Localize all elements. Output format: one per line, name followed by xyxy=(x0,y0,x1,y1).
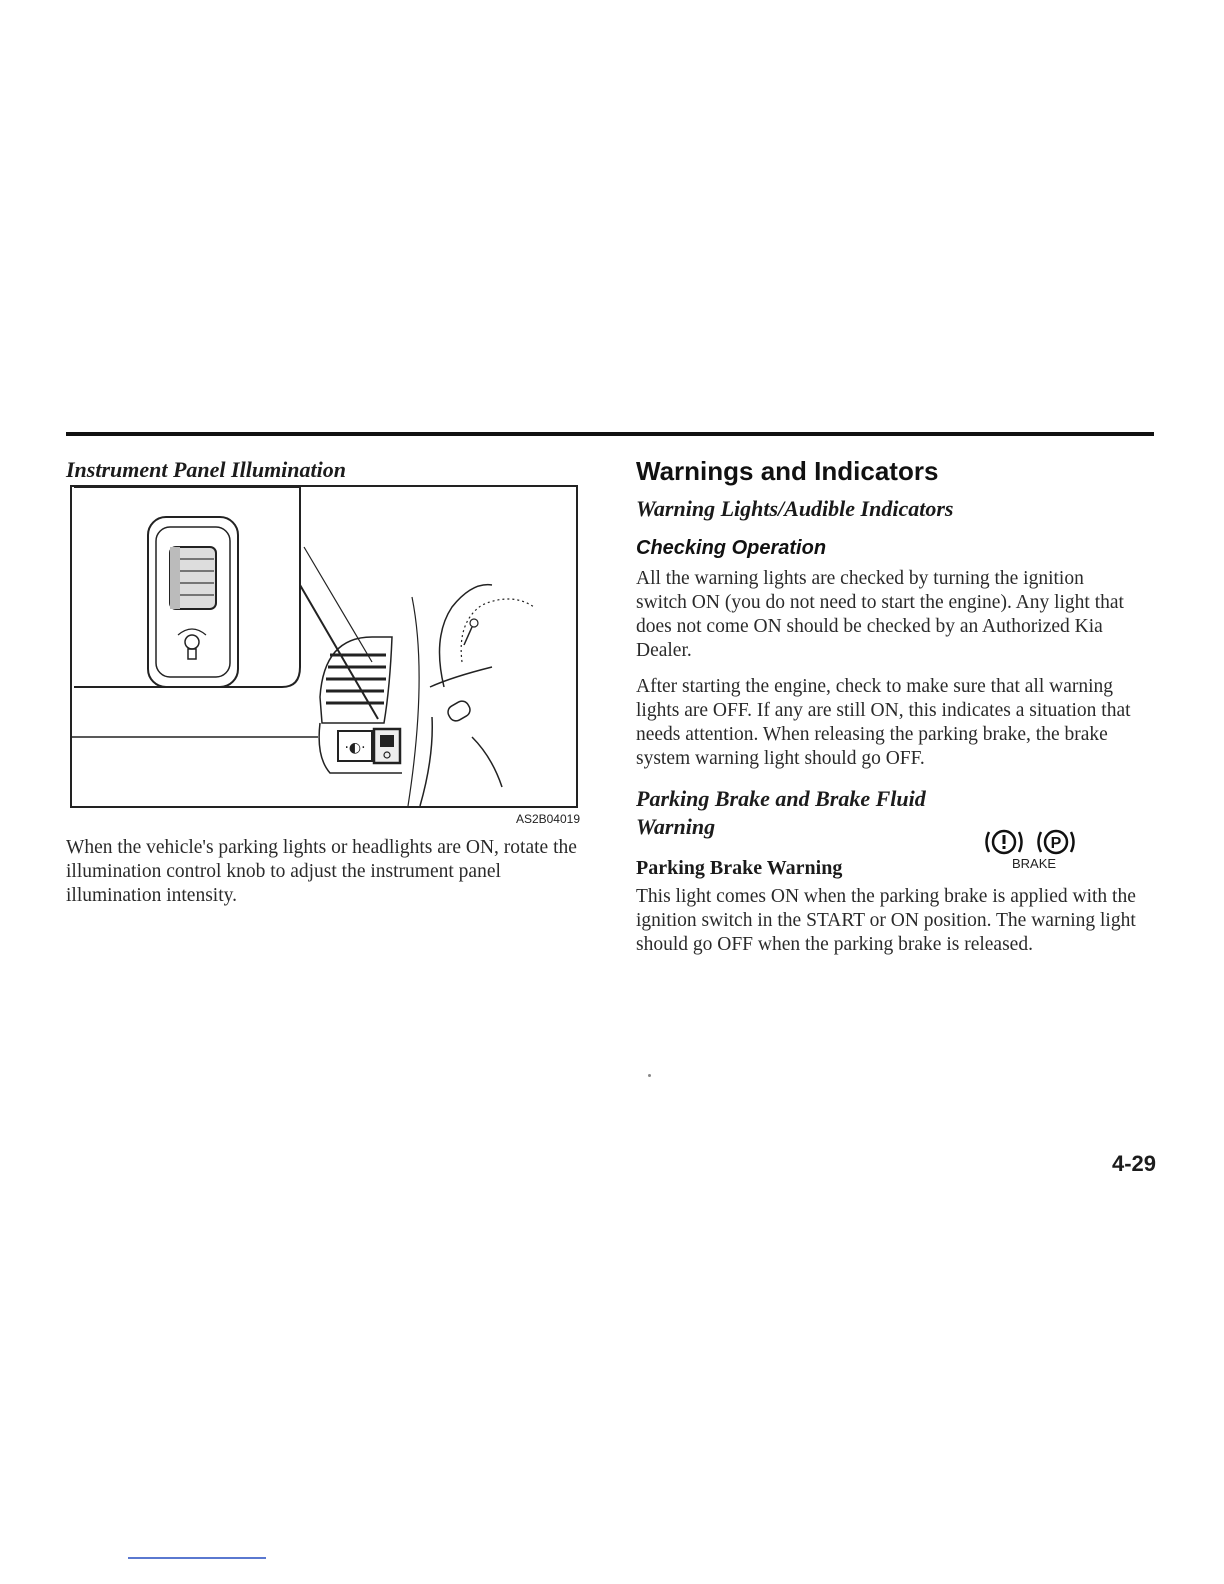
warnings-indicators-title: Warnings and Indicators xyxy=(636,456,939,486)
air-vent-icon xyxy=(320,637,392,723)
instrument-panel-illumination-heading: Instrument Panel Illumination xyxy=(66,457,346,482)
brake-icon-label: BRAKE xyxy=(1012,856,1057,871)
illumination-paragraph: When the vehicle's parking lights or headlights are ON, rotate the illumination control knob to adjust the instrument panel illumination intensity. xyxy=(66,837,577,906)
bottom-link-rule xyxy=(128,1557,266,1559)
parking-brake-warning-heading: Parking Brake Warning xyxy=(636,857,843,879)
svg-text:·◐·: ·◐· xyxy=(344,740,366,756)
right-column xyxy=(636,455,1156,957)
checking-operation-heading: Checking Operation xyxy=(636,537,827,559)
parking-brake-p-icon xyxy=(1039,831,1074,853)
checking-paragraph-1: All the warning lights are checked by turning the ignition switch ON (you do not need to start the engine). Any light that does not come ON should be checked by an Authorized Kia Dealer. xyxy=(636,568,1124,661)
parking-brake-paragraph: This light comes ON when the parking brake is applied with the ignition switch in the START or ON position. The warning light should go OFF when the parking brake is released. xyxy=(636,886,1136,955)
illumination-knob-icon xyxy=(170,547,216,609)
svg-text:P: P xyxy=(1050,835,1062,852)
brake-warning-exclamation-icon xyxy=(987,831,1022,853)
page-number: 4-29 xyxy=(1111,1151,1156,1176)
figure-code: AS2B04019 xyxy=(515,812,580,826)
print-speck xyxy=(648,1074,651,1077)
dashboard-illustration xyxy=(72,487,576,806)
gauge-icon xyxy=(408,585,534,806)
warning-lights-subtitle: Warning Lights/Audible Indicators xyxy=(636,496,954,521)
top-rule xyxy=(66,432,1154,436)
checking-paragraph-2: After starting the engine, check to make sure that all warning lights are OFF. If any are still ON, this indicates a situation that needs attention. When releasing the parking brake, the brake system warning light should go OFF. xyxy=(636,676,1131,769)
bulb-symbol-icon xyxy=(178,629,206,659)
left-column xyxy=(66,456,586,484)
illumination-description xyxy=(66,836,581,908)
parking-brake-fluid-title: Parking Brake and Brake Fluid Warning xyxy=(636,786,926,839)
illumination-figure xyxy=(70,485,578,808)
